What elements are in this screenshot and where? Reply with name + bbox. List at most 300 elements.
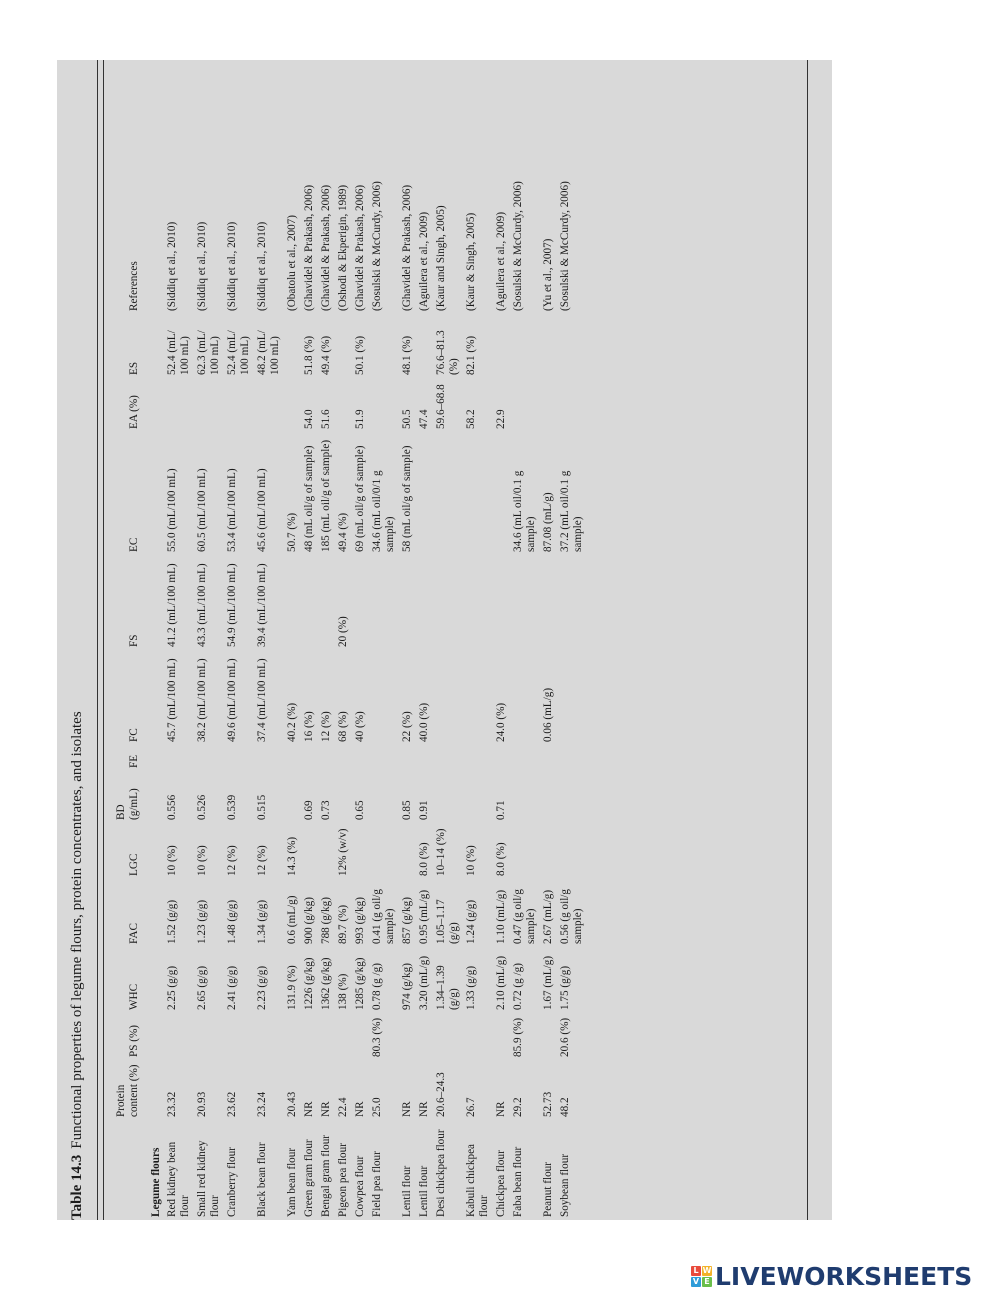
- table-cell: [542, 823, 559, 879]
- table-cell: NR: [401, 1101, 413, 1117]
- column-header: EA (%): [128, 395, 140, 429]
- table-cell: 26.7: [465, 1097, 477, 1117]
- table-cell: 974 (g/kg): [401, 963, 413, 1010]
- table-cell: 50.1 (%): [354, 335, 366, 375]
- table-row: [303, 60, 320, 1220]
- table-row: [512, 60, 542, 1220]
- table-cell: [418, 555, 435, 650]
- table-cell: 50.5: [401, 409, 413, 429]
- table-cell: [371, 745, 401, 771]
- table-cell: 0.73: [320, 800, 332, 820]
- row-label: Peanut flour: [542, 1162, 554, 1217]
- column-header: LGC: [128, 853, 140, 876]
- table-cell: 29.2: [512, 1097, 524, 1117]
- table-cell: [371, 823, 401, 879]
- table-cell: [286, 60, 303, 314]
- table-cell: 60.5 (mL/100 mL): [196, 468, 208, 552]
- reference-text: (Sosulski & McCurdy, 2006): [512, 181, 524, 311]
- table-cell: 857 (g/kg): [401, 897, 413, 944]
- table-cell: [196, 745, 226, 771]
- table-cell: [166, 378, 196, 432]
- table-cell: [418, 1013, 435, 1060]
- table-cell: 48 (mL oil/g of sample): [303, 445, 315, 552]
- row-label: Black bean flour: [256, 1142, 268, 1217]
- table-row: [418, 60, 435, 1220]
- table-cell: [559, 745, 589, 771]
- table-cell: 10 (%): [465, 845, 477, 876]
- table-row: [435, 60, 465, 1220]
- table-cell: 1.34 (g/g): [256, 899, 268, 944]
- table-cell: 0.6 (mL/g): [286, 895, 298, 944]
- table-cell: 1.34–1.39 (g/g): [435, 965, 460, 1010]
- table-cell: [512, 745, 542, 771]
- table-cell: [196, 60, 226, 314]
- table-cell: [320, 823, 337, 879]
- logo-tile: L: [691, 1266, 701, 1276]
- reference-text: (Ghavidel & Prakash, 2006): [401, 184, 413, 311]
- reference-text: (Siddiq et al., 2010): [226, 221, 238, 311]
- table-cell: 0.72 (g /g): [512, 963, 524, 1010]
- table-cell: 87.08 (mL/g): [542, 492, 554, 552]
- table-cell: [418, 60, 435, 314]
- column-header: FC: [128, 728, 140, 742]
- table-cell: [303, 1013, 320, 1060]
- row-label: Bengal gram flour: [320, 1134, 332, 1217]
- column-header: References: [128, 261, 140, 311]
- table-cell: 51.8 (%): [303, 335, 315, 375]
- table-cell: [495, 555, 512, 650]
- table-row: [354, 60, 371, 1220]
- table-cell: 39.4 (mL/100 mL): [256, 563, 268, 647]
- reference-text: (Ghavidel & Prakash, 2006): [320, 184, 332, 311]
- table-cell: 43.3 (mL/100 mL): [196, 563, 208, 647]
- table-row: [320, 60, 337, 1220]
- table-cell: [337, 745, 354, 771]
- table-cell: 24.0 (%): [495, 702, 507, 742]
- table-cell: [559, 823, 589, 879]
- table-cell: 2.25 (g/g): [166, 965, 178, 1010]
- table-body: [144, 60, 589, 1220]
- table-cell: 53.4 (mL/100 mL): [226, 468, 238, 552]
- table-cell: [166, 1013, 196, 1060]
- table-cell: [401, 823, 418, 879]
- table-row: [371, 60, 401, 1220]
- table-cell: [495, 60, 512, 314]
- table-cell: [337, 1013, 354, 1060]
- reference-text: (Yu et al., 2007): [542, 238, 554, 311]
- table-cell: 49.4 (%): [337, 512, 349, 552]
- table-cell: [559, 378, 589, 432]
- table-cell: 23.32: [166, 1091, 178, 1117]
- table-cell: 85.9 (%): [512, 1017, 524, 1057]
- table-cell: 55.0 (mL/100 mL): [166, 468, 178, 552]
- table-cell: [435, 555, 465, 650]
- table-cell: 40.0 (%): [418, 702, 430, 742]
- row-label: Faba bean flour: [512, 1146, 524, 1217]
- table-cell: [354, 823, 371, 879]
- table-cell: [465, 745, 495, 771]
- table-cell: [435, 650, 465, 745]
- table-cell: NR: [495, 1101, 507, 1117]
- table-cell: [286, 555, 303, 650]
- table-cell: [512, 60, 542, 314]
- table-cell: [286, 745, 303, 771]
- column-header: FS: [128, 634, 140, 647]
- table-cell: 1.67 (mL/g): [542, 955, 554, 1010]
- table-cell: 0.56 (g oil/g sample): [559, 888, 584, 944]
- table-cell: [465, 1013, 495, 1060]
- table-cell: [465, 771, 495, 823]
- table-cell: 16 (%): [303, 711, 315, 742]
- table-cell: [401, 1013, 418, 1060]
- row-label: Cowpea flour: [354, 1155, 366, 1217]
- table-cell: [256, 60, 286, 314]
- table-cell: 0.71: [495, 800, 507, 820]
- table-cell: 37.2 (mL oil/0.1 g sample): [559, 470, 584, 552]
- table-cell: [337, 60, 354, 314]
- table-cell: [465, 555, 495, 650]
- table-cell: 12 (%): [226, 845, 238, 876]
- table-cell: 49.6 (mL/100 mL): [226, 658, 238, 742]
- table-row: [495, 60, 512, 1220]
- table-cell: 52.4 (mL/ 100 mL): [166, 330, 191, 375]
- table-cell: [256, 1013, 286, 1060]
- table-cell: 69 (mL oil/g of sample): [354, 445, 366, 552]
- table-cell: [303, 745, 320, 771]
- table-cell: 0.85: [401, 800, 413, 820]
- table-cell: 20 (%): [337, 616, 349, 647]
- table-cell: [354, 60, 371, 314]
- table-title: Functional properties of legume flours, protein concentrates, and isolates: [69, 711, 85, 1149]
- table-cell: 10 (%): [196, 845, 208, 876]
- reference-text: (Ghavidel & Prakash, 2006): [303, 184, 315, 311]
- table-cell: [286, 1013, 303, 1060]
- table-cell: 10 (%): [166, 845, 178, 876]
- table-cell: [371, 650, 401, 745]
- table-cell: 185 (mL oil/g of sample): [320, 439, 332, 552]
- table-cell: 2.67 (mL/g): [542, 889, 554, 944]
- table-cell: 10–14 (%): [435, 828, 447, 876]
- column-header: Protein content (%): [115, 1064, 140, 1117]
- table-cell: [512, 823, 542, 879]
- bottom-rule: [807, 60, 808, 1220]
- table-cell: [286, 378, 303, 432]
- table-cell: 0.539: [226, 794, 238, 820]
- table-cell: 76.6–81.3 (%): [435, 330, 460, 375]
- table-cell: 48.2: [559, 1097, 571, 1117]
- column-header: PS (%): [128, 1024, 140, 1057]
- table-cell: 3.20 (mL/g): [418, 955, 430, 1010]
- table-cell: 2.23 (g/g): [256, 965, 268, 1010]
- table-row: [226, 60, 256, 1220]
- row-label: Yam bean flour: [286, 1147, 298, 1217]
- reference-text: (Siddiq et al., 2010): [166, 221, 178, 311]
- table-cell: 54.9 (mL/100 mL): [226, 563, 238, 647]
- table-cell: [512, 555, 542, 650]
- table-cell: 2.65 (g/g): [196, 965, 208, 1010]
- table-cell: [542, 378, 559, 432]
- table-cell: [435, 432, 465, 555]
- table-cell: [542, 1013, 559, 1060]
- table-cell: 1.52 (g/g): [166, 899, 178, 944]
- table-cell: [166, 60, 196, 314]
- table-cell: 20.6–24.3: [435, 1072, 447, 1117]
- table-cell: 1.05–1.17 (g/g): [435, 899, 460, 944]
- table-cell: [559, 771, 589, 823]
- column-header: WHC: [128, 983, 140, 1010]
- table-cell: [418, 432, 435, 555]
- table-cell: 0.41 (g oil/g sample): [371, 888, 396, 944]
- table-cell: [465, 650, 495, 745]
- table-cell: [559, 555, 589, 650]
- table-cell: [371, 314, 401, 378]
- table-cell: [435, 1013, 465, 1060]
- table-cell: [401, 60, 418, 314]
- reference-text: (Aguilera et al., 2009): [495, 211, 507, 311]
- table-cell: 0.78 (g /g): [371, 963, 383, 1010]
- table-cell: 0.556: [166, 794, 178, 820]
- table-cell: 82.1 (%): [465, 335, 477, 375]
- table-cell: 1.10 (mL/g): [495, 889, 507, 944]
- table-cell: [320, 555, 337, 650]
- column-header: ES: [128, 361, 140, 375]
- table-cell: 0.47 (g oil/g sample): [512, 888, 537, 944]
- logo-mark-icon: [691, 1266, 712, 1287]
- table-cell: [303, 555, 320, 650]
- row-label: Lentil flour: [418, 1165, 430, 1217]
- table-cell: [286, 314, 303, 378]
- table-cell: 45.7 (mL/100 mL): [166, 658, 178, 742]
- table-cell: 47.4: [418, 409, 430, 429]
- table-cell: [354, 555, 371, 650]
- reference-text: (Siddiq et al., 2010): [196, 221, 208, 311]
- table-cell: 62.3 (mL/ 100 mL): [196, 330, 221, 375]
- table-cell: NR: [354, 1101, 366, 1117]
- table-cell: 2.41 (g/g): [226, 965, 238, 1010]
- table-cell: [371, 60, 401, 314]
- row-label: Soybean flour: [559, 1153, 571, 1217]
- table-cell: [371, 555, 401, 650]
- table-cell: [320, 1013, 337, 1060]
- section-row: [144, 60, 166, 1220]
- table-cell: [418, 745, 435, 771]
- table-row: [559, 60, 589, 1220]
- table-cell: NR: [418, 1101, 430, 1117]
- table-cell: 12 (%): [320, 711, 332, 742]
- table-row: [542, 60, 559, 1220]
- table-cell: 68 (%): [337, 711, 349, 742]
- liveworksheets-logo: [691, 1262, 972, 1291]
- column-header: FE: [128, 754, 140, 768]
- table-cell: 48.2 (mL/ 100 mL): [256, 330, 281, 375]
- table-cell: [512, 771, 542, 823]
- table-cell: 1285 (g/kg): [354, 957, 366, 1010]
- table-cell: 20.6 (%): [559, 1017, 571, 1057]
- table-cell: 51.6: [320, 409, 332, 429]
- reference-text: (Sosulski & McCurdy, 2006): [559, 181, 571, 311]
- functional-properties-table: [103, 60, 589, 1220]
- table-cell: [465, 60, 495, 314]
- table-cell: [354, 1013, 371, 1060]
- table-cell: 49.4 (%): [320, 335, 332, 375]
- table-number: Table 14.3: [69, 1154, 85, 1220]
- table-cell: 1362 (g/kg): [320, 957, 332, 1010]
- reference-text: (Obatolu et al., 2007): [286, 214, 298, 311]
- row-label: Green gram flour: [303, 1139, 315, 1217]
- table-cell: 22.4: [337, 1097, 349, 1117]
- table-cell: 89.7 (%): [337, 904, 349, 944]
- table-cell: [371, 378, 401, 432]
- row-label: Field pea flour: [371, 1151, 383, 1217]
- table-cell: [542, 555, 559, 650]
- row-label: Lentil flour: [401, 1165, 413, 1217]
- row-label: Small red kidney flour: [196, 1140, 221, 1217]
- table-cell: [435, 771, 465, 823]
- logo-tile: V: [692, 1277, 700, 1286]
- table-cell: [495, 1013, 512, 1060]
- table-row: [337, 60, 354, 1220]
- table-cell: 0.515: [256, 794, 268, 820]
- table-cell: [196, 1013, 226, 1060]
- table-cell: [226, 745, 256, 771]
- table-cell: 52.73: [542, 1091, 554, 1117]
- table-cell: 12% (w/v): [337, 828, 349, 876]
- table-cell: 1.23 (g/g): [196, 899, 208, 944]
- rotated-table-content: [57, 60, 832, 1220]
- table-cell: [303, 60, 320, 314]
- table-cell: [495, 745, 512, 771]
- table-caption: [69, 711, 86, 1220]
- table-cell: [542, 314, 559, 378]
- table-cell: 0.65: [354, 800, 366, 820]
- row-label: Chickpea flour: [495, 1150, 507, 1217]
- table-cell: 14.3 (%): [286, 836, 298, 876]
- table-cell: [226, 378, 256, 432]
- table-cell: 8.0 (%): [495, 842, 507, 876]
- row-label: Red kidney bean flour: [166, 1141, 191, 1217]
- table-cell: [337, 314, 354, 378]
- table-cell: 1.24 (g/g): [465, 899, 477, 944]
- table-cell: [256, 378, 286, 432]
- table-cell: 23.24: [256, 1091, 268, 1117]
- table-cell: [559, 60, 589, 314]
- reference-text: (Aguilera et al., 2009): [418, 211, 430, 311]
- table-cell: 0.06 (mL/g): [542, 687, 554, 742]
- section-label: Legume flours: [150, 1147, 162, 1217]
- column-header: BD (g/mL): [115, 788, 140, 820]
- reference-text: (Sosulski & McCurdy, 2006): [371, 181, 383, 311]
- table-row: [256, 60, 286, 1220]
- table-cell: [337, 771, 354, 823]
- table-cell: [226, 60, 256, 314]
- table-cell: 40.2 (%): [286, 702, 298, 742]
- logo-tile: W: [702, 1266, 712, 1275]
- table-cell: 2.10 (mL/g): [495, 955, 507, 1010]
- table-cell: [559, 650, 589, 745]
- table-cell: 54.0: [303, 409, 315, 429]
- table-cell: [542, 745, 559, 771]
- table-cell: 900 (g/kg): [303, 897, 315, 944]
- table-cell: [226, 1013, 256, 1060]
- column-header: [103, 1120, 144, 1220]
- table-row: [401, 60, 418, 1220]
- reference-text: (Siddiq et al., 2010): [256, 221, 268, 311]
- table-cell: 37.4 (mL/100 mL): [256, 658, 268, 742]
- reference-text: (Kaur and Singh, 2005): [435, 205, 447, 311]
- table-cell: 1.75 (g/g): [559, 965, 571, 1010]
- table-cell: 23.62: [226, 1091, 238, 1117]
- table-cell: 20.93: [196, 1091, 208, 1117]
- row-label: Desi chickpea flour: [435, 1129, 447, 1217]
- table-cell: 0.526: [196, 794, 208, 820]
- table-cell: [418, 314, 435, 378]
- table-cell: NR: [303, 1101, 315, 1117]
- table-cell: [166, 745, 196, 771]
- table-cell: [512, 314, 542, 378]
- table-cell: 51.9: [354, 409, 366, 429]
- table-cell: 22 (%): [401, 711, 413, 742]
- table-cell: 50.7 (%): [286, 512, 298, 552]
- table-cell: [371, 771, 401, 823]
- table-cell: [320, 745, 337, 771]
- table-cell: [495, 432, 512, 555]
- table-cell: 131.9 (%): [286, 965, 298, 1010]
- table-cell: [256, 745, 286, 771]
- table-cell: [196, 378, 226, 432]
- table-cell: 58.2: [465, 409, 477, 429]
- table-cell: [286, 771, 303, 823]
- table-cell: [401, 745, 418, 771]
- table-cell: [512, 650, 542, 745]
- table-row: [286, 60, 303, 1220]
- table-row: [196, 60, 226, 1220]
- table-cell: [354, 745, 371, 771]
- table-cell: [495, 314, 512, 378]
- row-label: Pigeon pea flour: [337, 1143, 349, 1217]
- document-page: [57, 60, 832, 1220]
- table-cell: 34.6 (mL oil/0/1 g sample): [371, 470, 396, 552]
- column-header: FAC: [128, 923, 140, 944]
- table-cell: [512, 378, 542, 432]
- reference-text: (Oshodi & Ekperigin, 1989): [337, 184, 349, 311]
- table-cell: 38.2 (mL/100 mL): [196, 658, 208, 742]
- table-cell: 45.6 (mL/100 mL): [256, 468, 268, 552]
- reference-text: (Kaur & Singh, 2005): [465, 212, 477, 311]
- table-cell: [435, 745, 465, 771]
- table-cell: [435, 60, 465, 314]
- table-cell: 59.6–68.8: [435, 384, 447, 429]
- table-cell: [337, 378, 354, 432]
- table-cell: 1.48 (g/g): [226, 899, 238, 944]
- table-cell: [559, 314, 589, 378]
- table-cell: [401, 555, 418, 650]
- table-cell: 25.0: [371, 1097, 383, 1117]
- header-row: [103, 60, 144, 1220]
- table-cell: 12 (%): [256, 845, 268, 876]
- table-cell: 40 (%): [354, 711, 366, 742]
- table-cell: 20.43: [286, 1091, 298, 1117]
- row-label: Cranberry flour: [226, 1147, 238, 1217]
- table-cell: 1226 (g/kg): [303, 957, 315, 1010]
- table-row: [465, 60, 495, 1220]
- logo-tile: E: [702, 1277, 712, 1287]
- table-cell: NR: [320, 1101, 332, 1117]
- table-row: [166, 60, 196, 1220]
- table-cell: 0.69: [303, 800, 315, 820]
- top-rule: [97, 60, 98, 1220]
- table-cell: 48.1 (%): [401, 335, 413, 375]
- table-cell: 34.6 (mL oil/0.1 g sample): [512, 470, 537, 552]
